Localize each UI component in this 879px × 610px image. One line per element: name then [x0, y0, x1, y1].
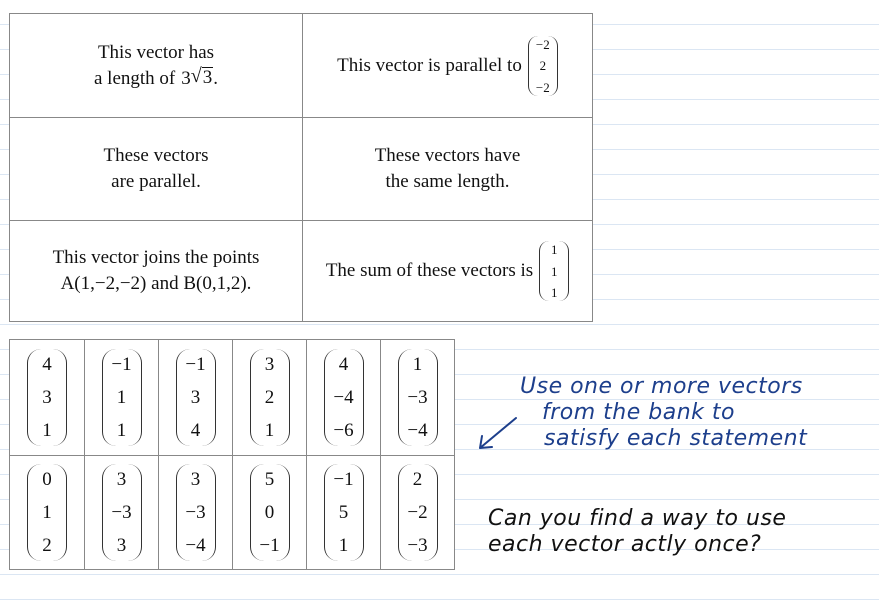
vector-component: −4	[185, 534, 206, 556]
vector-component: 3	[264, 353, 275, 375]
vector-component: 3	[116, 534, 127, 556]
bank-cell	[84, 340, 158, 455]
bank-cell	[306, 340, 380, 455]
bank-vector	[250, 349, 290, 446]
vector-component: 1	[116, 419, 127, 441]
statement-parallel-to-text: This vector is parallel to	[337, 54, 522, 76]
vector-component: −4	[333, 386, 354, 408]
vector-component: 1	[412, 353, 423, 375]
vector-component: −4	[407, 419, 428, 441]
challenge-note	[488, 506, 786, 558]
challenge-line: each vector actly once?	[488, 532, 762, 557]
instruction-line: satisfy each statement	[544, 426, 808, 451]
statement-sum	[302, 220, 592, 321]
column-vector	[539, 241, 569, 301]
vector-component: −1	[259, 534, 280, 556]
vector-component: 1	[42, 501, 52, 523]
bank-cell	[84, 455, 158, 570]
statement-table	[9, 13, 593, 322]
vector-component: 5	[338, 501, 349, 523]
vector-component: 1	[550, 285, 558, 300]
vector-component: 1	[264, 419, 275, 441]
vector-component: −3	[407, 534, 428, 556]
vector-component: −2	[535, 36, 550, 52]
vector-component: −1	[185, 353, 206, 375]
vector-component: 1	[42, 419, 52, 441]
statement-joins-line1: This vector joins the points	[52, 247, 260, 269]
bank-cell	[10, 340, 84, 455]
radical-sign-icon: √	[190, 64, 202, 87]
bank-cell	[380, 340, 454, 455]
sqrt-radicand: 3	[202, 66, 213, 88]
statement-same-length-line1: These vectors have	[374, 145, 521, 167]
vector-component: 3	[190, 386, 201, 408]
statement-length	[10, 14, 302, 117]
vector-component: 3	[116, 468, 127, 490]
bank-vector	[102, 464, 142, 561]
column-vector	[528, 36, 558, 96]
bank-vector	[324, 349, 364, 446]
vector-component: 2	[42, 534, 52, 556]
vector-component: 1	[116, 386, 127, 408]
instruction-note	[520, 374, 807, 452]
bank-vector	[398, 349, 438, 446]
statement-length-line1: This vector has	[97, 41, 215, 63]
vector-component: 2	[264, 386, 275, 408]
vector-component: −1	[333, 468, 354, 490]
vector-component: 3	[42, 386, 52, 408]
statement-same-length-line2: the same length.	[385, 171, 510, 192]
bank-vector	[176, 464, 216, 561]
bank-vector	[176, 349, 216, 446]
vector-component: −1	[111, 353, 132, 375]
statement-same-length	[302, 117, 592, 220]
vector-component: −6	[333, 419, 354, 441]
bank-vector	[324, 464, 364, 561]
vector-component: 4	[190, 419, 201, 441]
statement-joins-points	[10, 220, 302, 321]
bank-cell	[158, 455, 232, 570]
vector-component: 1	[550, 263, 558, 279]
vector-component: 1	[550, 242, 558, 257]
bank-vector	[27, 464, 67, 561]
sqrt-expression	[181, 66, 218, 92]
statement-joins-line2: A(1,−2,−2) and B(0,1,2).	[60, 273, 252, 294]
bank-cell	[380, 455, 454, 570]
vector-component: −3	[407, 386, 428, 408]
bank-vector	[398, 464, 438, 561]
vector-component: −2	[535, 79, 550, 95]
vector-component: 0	[42, 468, 52, 490]
challenge-line: Can you find a way to use	[488, 506, 787, 531]
statement-sum-text: The sum of these vectors is	[325, 260, 534, 282]
statement-parallel-vectors	[10, 117, 302, 220]
vector-component: 2	[412, 468, 423, 490]
vector-component: 3	[190, 468, 201, 490]
vector-component: −3	[111, 501, 132, 523]
statement-length-line2: a length of	[94, 67, 176, 89]
statement-parallel-line2: are parallel.	[111, 171, 201, 192]
statement-parallel-line1: These vectors	[103, 145, 209, 167]
bank-cell	[158, 340, 232, 455]
bank-cell	[232, 340, 306, 455]
instruction-line: from the bank to	[542, 400, 735, 425]
statement-parallel-to	[302, 14, 592, 117]
bank-cell	[306, 455, 380, 570]
bank-vector	[102, 349, 142, 446]
instruction-line: Use one or more vectors	[520, 374, 803, 399]
bank-vector	[250, 464, 290, 561]
pointing-arrow-icon	[476, 414, 520, 454]
vector-component: −2	[407, 501, 428, 523]
vector-component: 1	[338, 534, 349, 556]
sqrt-coefficient: 3	[181, 67, 191, 89]
vector-component: −3	[185, 501, 206, 523]
vector-component: 5	[264, 468, 275, 490]
vector-component: 4	[42, 353, 52, 375]
sqrt-period: .	[213, 67, 218, 89]
bank-cell	[232, 455, 306, 570]
vector-component: 4	[338, 353, 349, 375]
vector-component: 0	[264, 501, 275, 523]
vector-component: 2	[539, 58, 547, 73]
bank-cell	[10, 455, 84, 570]
vector-bank-table	[9, 339, 455, 570]
bank-vector	[27, 349, 67, 446]
